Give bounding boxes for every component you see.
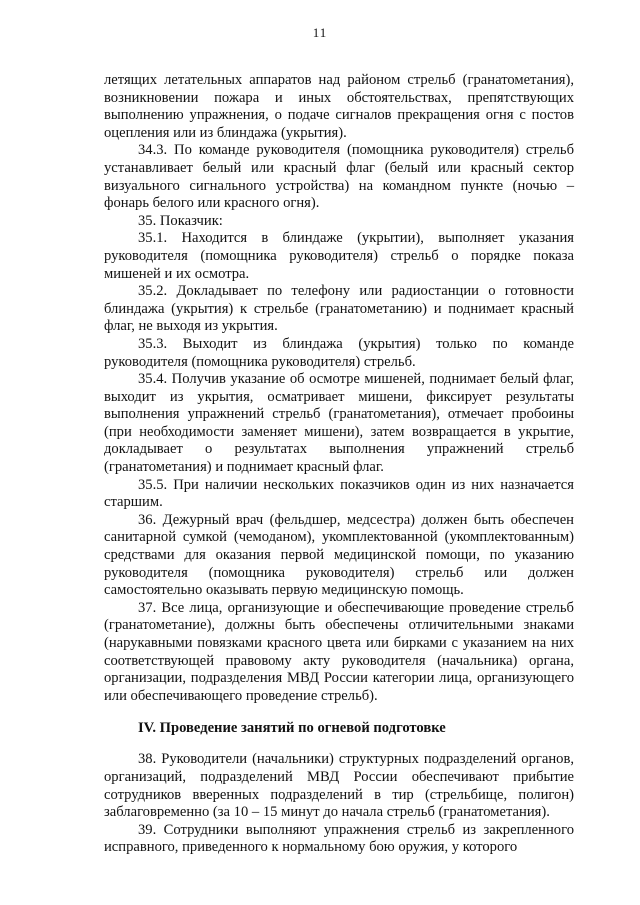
- paragraph-34-3: 34.3. По команде руководителя (помощника руководителя) стрельб устанавливает белый или красный флаг (белый или красный сектор визуального сигнального устройства) на командном пункте (ночью – фонарь белого или красного огня).: [104, 142, 574, 212]
- paragraph-35-4: 35.4. Получив указание об осмотре мишеней, поднимает белый флаг, выходит из укрытия, осматривает мишени, фиксирует результаты выполнения упражнений стрельб (гранатометания), отмечает пробоины (при необходимости заменяет мишени), затем возвращается в укрытие, докладывает о результатах выполнения упражнений стрельб (гранатометания) и поднимает красный флаг.: [104, 371, 574, 476]
- paragraph-35-3: 35.3. Выходит из блиндажа (укрытия) только по команде руководителя (помощника руководителя) стрельб.: [104, 335, 574, 370]
- document-body: [104, 72, 574, 857]
- paragraph-35: 35. Показчик:: [138, 212, 223, 229]
- paragraph-35-5: 35.5. При наличии нескольких показчиков один из них назначается старшим.: [104, 476, 574, 511]
- paragraph-36: 36. Дежурный врач (фельдшер, медсестра) должен быть обеспечен санитарной сумкой (чемоданом), укомплектованной (укомплектованным) средствами для оказания первой медицинской помощи, по указанию руководителя (помощника руководителя) стрельб или должен самостоятельно оказывать первую медицинскую помощь.: [104, 511, 574, 599]
- paragraph-35-2: 35.2. Докладывает по телефону или радиостанции о готовности блиндажа (укрытия) к стрельбе (гранатометанию) и поднимает красный флаг, не выходя из укрытия.: [104, 283, 574, 335]
- paragraph-38: 38. Руководители (начальники) структурных подразделений органов, организаций, подразделений МВД России обеспечивают прибытие сотрудников вверенных подразделений в тир (стрельбище, полигон) заблаговременно (за 10 – 15 минут до начала стрельб (гранатометания).: [104, 751, 574, 821]
- paragraph-continued: летящих летательных аппаратов над районом стрельб (гранатометания), возникновении пожара и иных обстоятельствах, препятствующих выполнению упражнения, о подаче сигналов прекращения огня с постов оцепления или из блиндажа (укрытия).: [104, 72, 574, 141]
- paragraph-39: 39. Сотрудники выполняют упражнения стрельб из закрепленного исправного, приведенного к нормальному бою оружия, у которого: [104, 821, 574, 856]
- paragraph-37: 37. Все лица, организующие и обеспечивающие проведение стрельб (гранатометание), должны быть обеспечены отличительными знаками (нарукавными повязками красного цвета или бирками с указанием на них соответствующей правовому акту руководителя (начальника) органа, организации, подразделения МВД России категории лица, организующего или обеспечивающего проведение стрельб).: [104, 599, 574, 704]
- page-number: 11: [312, 25, 328, 40]
- paragraph-35-1: 35.1. Находится в блиндаже (укрытии), выполняет указания руководителя (помощника руководителя) стрельб о порядке показа мишеней и их осмотра.: [104, 230, 574, 282]
- section-heading: IV. Проведение занятий по огневой подготовке: [138, 720, 446, 737]
